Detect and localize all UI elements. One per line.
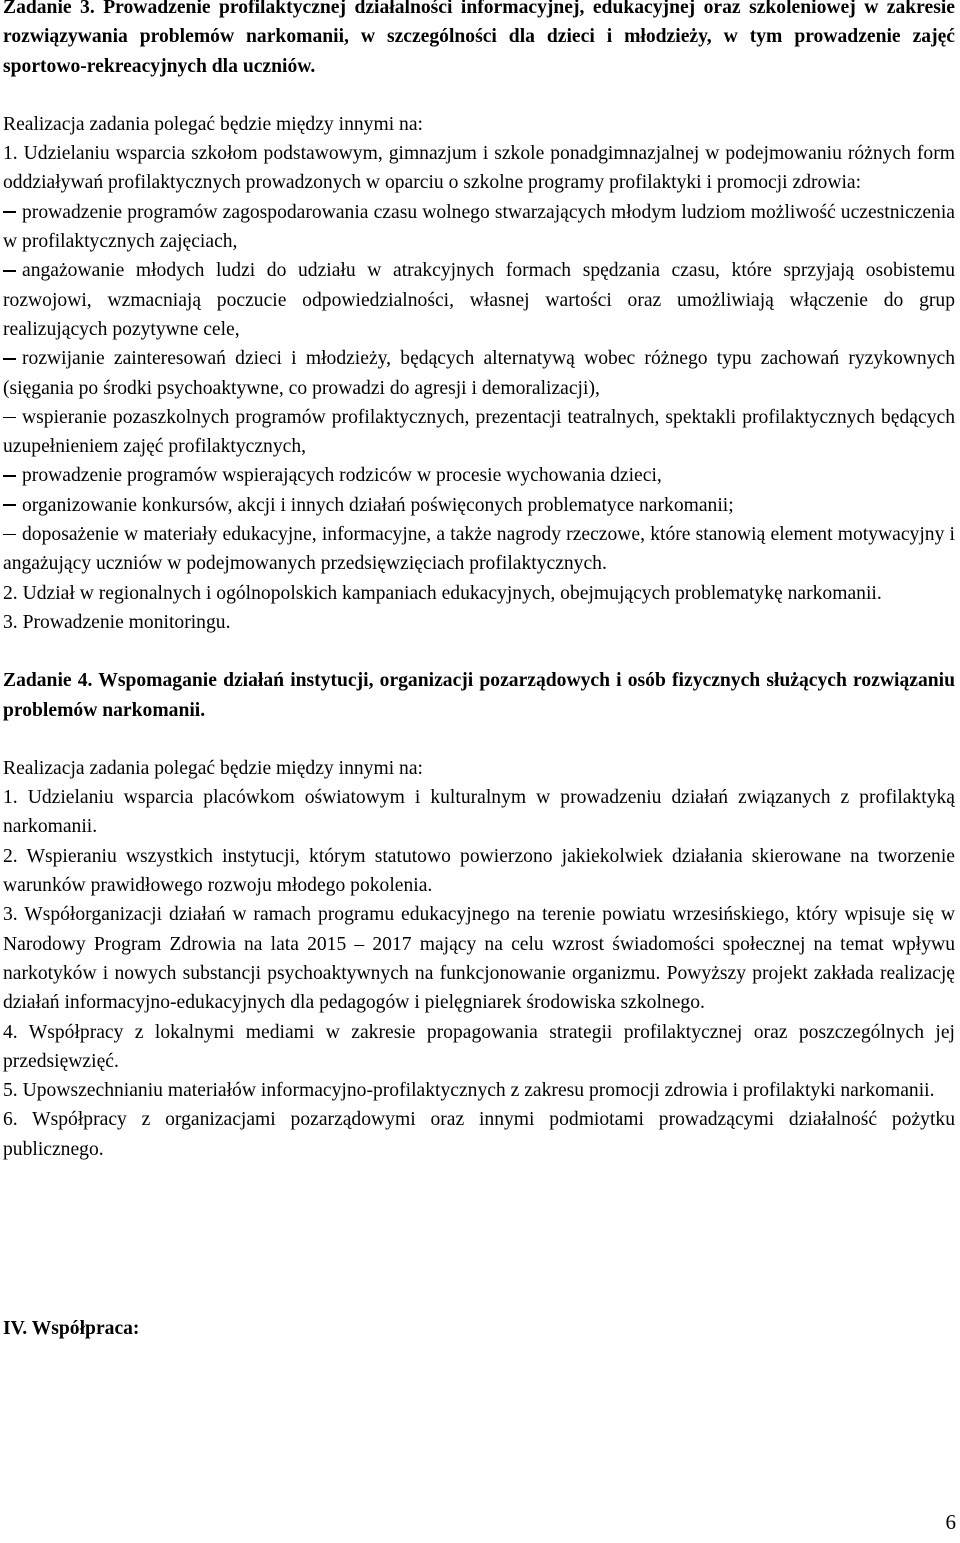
task-4-item: 5. Upowszechnianiu materiałów informacyjno-profilaktycznych z zakresu promocji zdrowia i profilaktyki narkomanii. <box>3 1080 935 1102</box>
task-3-title: Prowadzenie profilaktycznej działalności informacyjnej, edukacyjnej oraz szkoleniowej w zakresie rozwiązywania problemów narkomanii, w szczególności dla dzieci i młodzieży, w tym prowadzenie zajęć sportowo-rekreacyjnych dla uczniów. <box>3 0 955 77</box>
dash-bullet-icon <box>3 270 16 272</box>
dash-bullet-icon <box>3 534 16 536</box>
dash-bullet-icon <box>3 417 16 419</box>
task-4-item: 6. Współpracy z organizacjami pozarządowymi oraz innymi podmiotami prowadzącymi działalność pożytku publicznego. <box>3 1109 955 1160</box>
task-3-bullet: wspieranie pozaszkolnych programów profilaktycznych, prezentacji teatralnych, spektakli profilaktycznych będących uzupełnieniem zajęć profilaktycznych, <box>3 406 955 458</box>
dash-bullet-icon <box>3 475 16 477</box>
task-4-heading <box>3 666 955 725</box>
dash-bullet-icon <box>3 211 16 213</box>
spacer <box>3 81 955 110</box>
page-number: 6 <box>945 1510 956 1534</box>
task-3-bullet: angażowanie młodych ludzi do udziału w atrakcyjnych formach spędzania czasu, które sprzyjają osobistemu rozwojowi, wzmacniają poczucie odpowiedzialności, własnej wartości oraz umożliwiają włączenie do grup realizujących pozytywne cele, <box>3 260 955 340</box>
task-3-bullet: doposażenie w materiały edukacyjne, informacyjne, a także nagrody rzeczowe, które stanowią element motywacyjny i angażujący uczniów w podejmowanych przedsięwzięciach profilaktycznych. <box>3 524 955 575</box>
task-3-item-3: 3. Prowadzenie monitoringu. <box>3 611 231 633</box>
task-4-item: 4. Współpracy z lokalnymi mediami w zakresie propagowania strategii profilaktycznej oraz poszczególnych jej przedsięwzięć. <box>3 1021 955 1072</box>
section-iv-heading: IV. Współpraca: <box>3 1317 140 1339</box>
spacer <box>3 637 955 666</box>
task-4-item: 3. Współorganizacji działań w ramach programu edukacyjnego na terenie powiatu wrzesińskiego, który wpisuje się w Narodowy Program Zdrowia na lata 2015 – 2017 mający na celu wzrost świadomości społecznej na temat wpływu narkotyków i nowych substancji psychoaktywnych na funkcjonowanie organizmu. Powyższy projekt zakłada realizację działań informacyjno-edukacyjnych dla pedagogów i pielęgniarek środowiska szkolnego. <box>3 904 955 1014</box>
spacer <box>3 725 955 754</box>
task-3-item-2: 2. Udział w regionalnych i ogólnopolskich kampaniach edukacyjnych, obejmujących problematykę narkomanii. <box>3 582 882 604</box>
task-4-intro: Realizacja zadania polegać będzie między innymi na: <box>3 757 423 779</box>
task-3-heading <box>3 0 955 81</box>
task-3-bullet: prowadzenie programów wspierających rodziców w procesie wychowania dzieci, <box>3 461 955 490</box>
task-4-label: Zadanie 4. <box>3 670 93 692</box>
task-4-item: 1. Udzielaniu wsparcia placówkom oświatowym i kulturalnym w prowadzeniu działań związanych z profilaktyką narkomanii. <box>3 787 955 838</box>
task-3-label: Zadanie 3. <box>3 0 95 18</box>
task-3-bullet: organizowanie konkursów, akcji i innych działań poświęconych problematyce narkomanii; <box>3 491 955 520</box>
spacer <box>3 1164 955 1314</box>
task-4-item: 2. Wspieraniu wszystkich instytucji, którym statutowo powierzono jakiekolwiek działania skierowane na tworzenie warunków prawidłowego rozwoju młodego pokolenia. <box>3 845 955 897</box>
document-page <box>3 0 955 1343</box>
task-3-bullet: prowadzenie programów zagospodarowania czasu wolnego stwarzających młodym ludziom możliwość uczestniczenia w profilaktycznych zajęciach, <box>3 201 955 253</box>
dash-bullet-icon <box>3 358 16 360</box>
task-4-title: Wspomaganie działań instytucji, organizacji pozarządowych i osób fizycznych służących rozwiązaniu problemów narkomanii. <box>3 670 955 721</box>
task-3-intro: Realizacja zadania polegać będzie między innymi na: <box>3 113 423 135</box>
task-3-item-1: 1. Udzielaniu wsparcia szkołom podstawowym, gimnazjum i szkole ponadgimnazjalnej w podejmowaniu różnych form oddziaływań profilaktycznych prowadzonych w oparciu o szkolne programy profilaktyki i promocji zdrowia: <box>3 143 955 194</box>
dash-bullet-icon <box>3 504 16 506</box>
task-3-bullet: rozwijanie zainteresowań dzieci i młodzieży, będących alternatywą wobec różnego typu zachowań ryzykownych (sięgania po środki psychoaktywne, co prowadzi do agresji i demoralizacji), <box>3 348 955 399</box>
